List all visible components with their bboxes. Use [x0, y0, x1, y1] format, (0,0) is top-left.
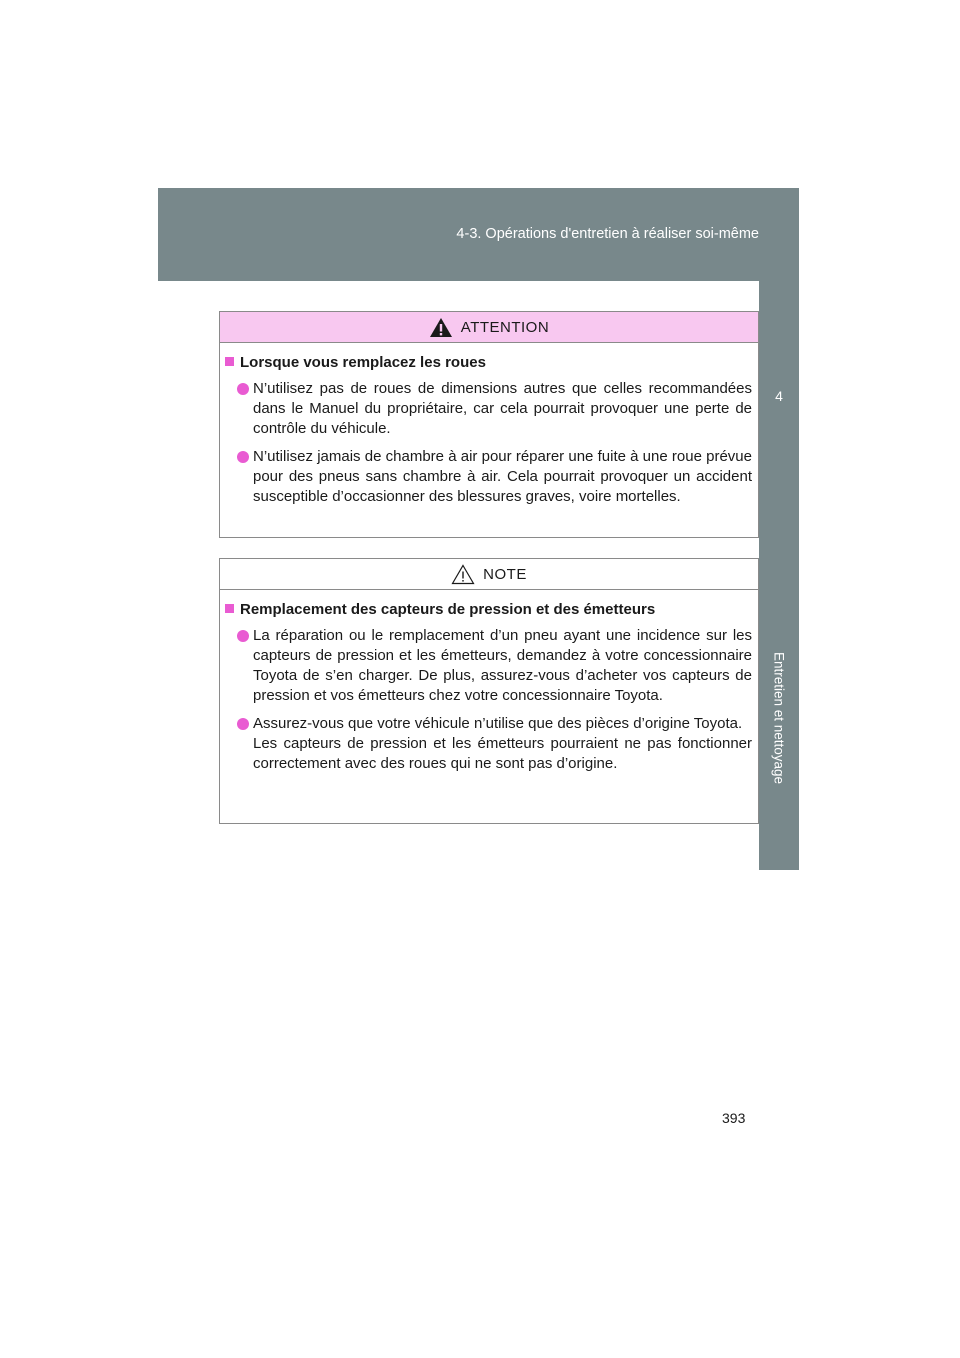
list-item: Assurez-vous que votre véhicule n’utilise que des pièces d’origine Toyota.: [225, 714, 752, 734]
list-item: La réparation ou le remplacement d’un pneu ayant une incidence sur les capteurs de pression et les émetteurs, demandez à votre concessionnaire Toyota de s’en charger. De plus, assurez-vous d’acheter vos capteurs de pression et vos émetteurs chez votre concessionnaire Toyota.: [225, 626, 752, 706]
attention-box: [219, 311, 759, 538]
chapter-label: Entretien et nettoyage: [771, 651, 787, 785]
note-heading: NOTE: [483, 565, 527, 583]
side-tab-bottom: [759, 416, 799, 870]
square-bullet-icon: [225, 357, 234, 366]
chapter-number: 4: [759, 376, 799, 416]
list-item: N’utilisez jamais de chambre à air pour réparer une fuite à une roue prévue pour des pneus sans chambre à air. Cela pourrait provoquer un accident susceptible d’occasionner des blessures graves, voire mortelles.: [225, 447, 752, 507]
round-bullet-icon: [237, 630, 249, 642]
warning-triangle-icon: [429, 317, 453, 338]
attention-heading: ATTENTION: [460, 318, 550, 336]
section-header: 4-3. Opérations d'entretien à réaliser soi-même: [456, 226, 759, 242]
header-band: [158, 188, 799, 281]
note-section-title: Remplacement des capteurs de pression et des émetteurs: [225, 600, 752, 620]
list-item-continuation: Les capteurs de pression et les émetteurs pourraient ne pas fonctionner correctement avec des roues qui ne sont pas d’origine.: [253, 735, 752, 772]
note-box: [219, 558, 759, 824]
list-item: N’utilisez pas de roues de dimensions autres que celles recommandées dans le Manuel du propriétaire, car cela pourrait provoquer une perte de contrôle du véhicule.: [225, 379, 752, 439]
side-tab-top: [759, 281, 799, 376]
attention-section-title: Lorsque vous remplacez les roues: [225, 353, 752, 373]
round-bullet-icon: [237, 383, 249, 395]
page-number: 393: [722, 1110, 746, 1126]
attention-header: [220, 312, 758, 343]
round-bullet-icon: [237, 718, 249, 730]
square-bullet-icon: [225, 604, 234, 613]
note-header: [220, 559, 758, 590]
round-bullet-icon: [237, 451, 249, 463]
caution-triangle-outline-icon: [451, 564, 475, 585]
